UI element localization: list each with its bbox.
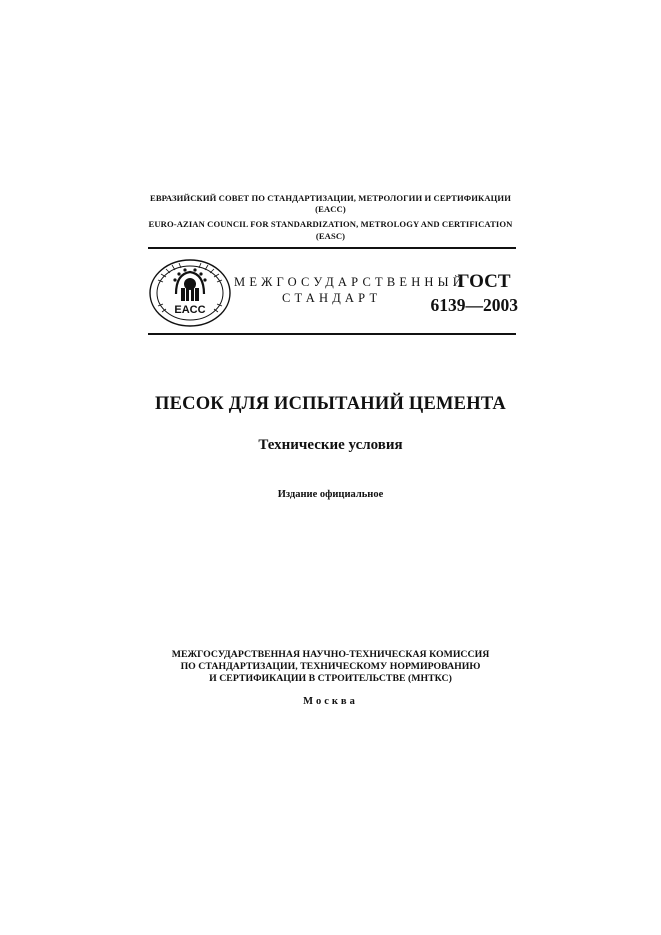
commission-line1: МЕЖГОСУДАРСТВЕННАЯ НАУЧНО-ТЕХНИЧЕСКАЯ КОМИССИЯ	[171, 649, 490, 660]
eacc-logo	[148, 258, 232, 328]
publication-city: Москва	[303, 696, 358, 707]
document-subtitle: Технические условия	[258, 437, 403, 453]
eacc-seal-icon	[148, 258, 232, 328]
council-en: EURO-AZIAN COUNCIL FOR STANDARDIZATION, METROLOGY AND CERTIFICATION	[148, 219, 513, 229]
bottom-rule	[148, 333, 516, 335]
gost-code: ГОСТ	[457, 271, 511, 292]
standard-type-line1: МЕЖГОСУДАРСТВЕННЫЙ	[234, 275, 466, 289]
standard-type-line2: СТАНДАРТ	[282, 291, 382, 305]
top-rule	[148, 247, 516, 249]
document-title: ПЕСОК ДЛЯ ИСПЫТАНИЙ ЦЕМЕНТА	[155, 394, 506, 414]
logo-text: EACC	[174, 304, 206, 316]
commission-line2: ПО СТАНДАРТИЗАЦИИ, ТЕХНИЧЕСКОМУ НОРМИРОВАНИЮ	[180, 661, 481, 672]
council-ru-abbr: (EACC)	[315, 204, 346, 214]
commission-line3: И СЕРТИФИКАЦИИ В СТРОИТЕЛЬСТВЕ (МНТКС)	[209, 673, 452, 684]
edition-note: Издание официальное	[277, 489, 384, 500]
council-en-abbr: (EASC)	[315, 231, 346, 241]
council-ru: ЕВРАЗИЙСКИЙ СОВЕТ ПО СТАНДАРТИЗАЦИИ, МЕТРОЛОГИИ И СЕРТИФИКАЦИИ	[149, 193, 511, 203]
gost-number: 6139—2003	[430, 295, 518, 315]
